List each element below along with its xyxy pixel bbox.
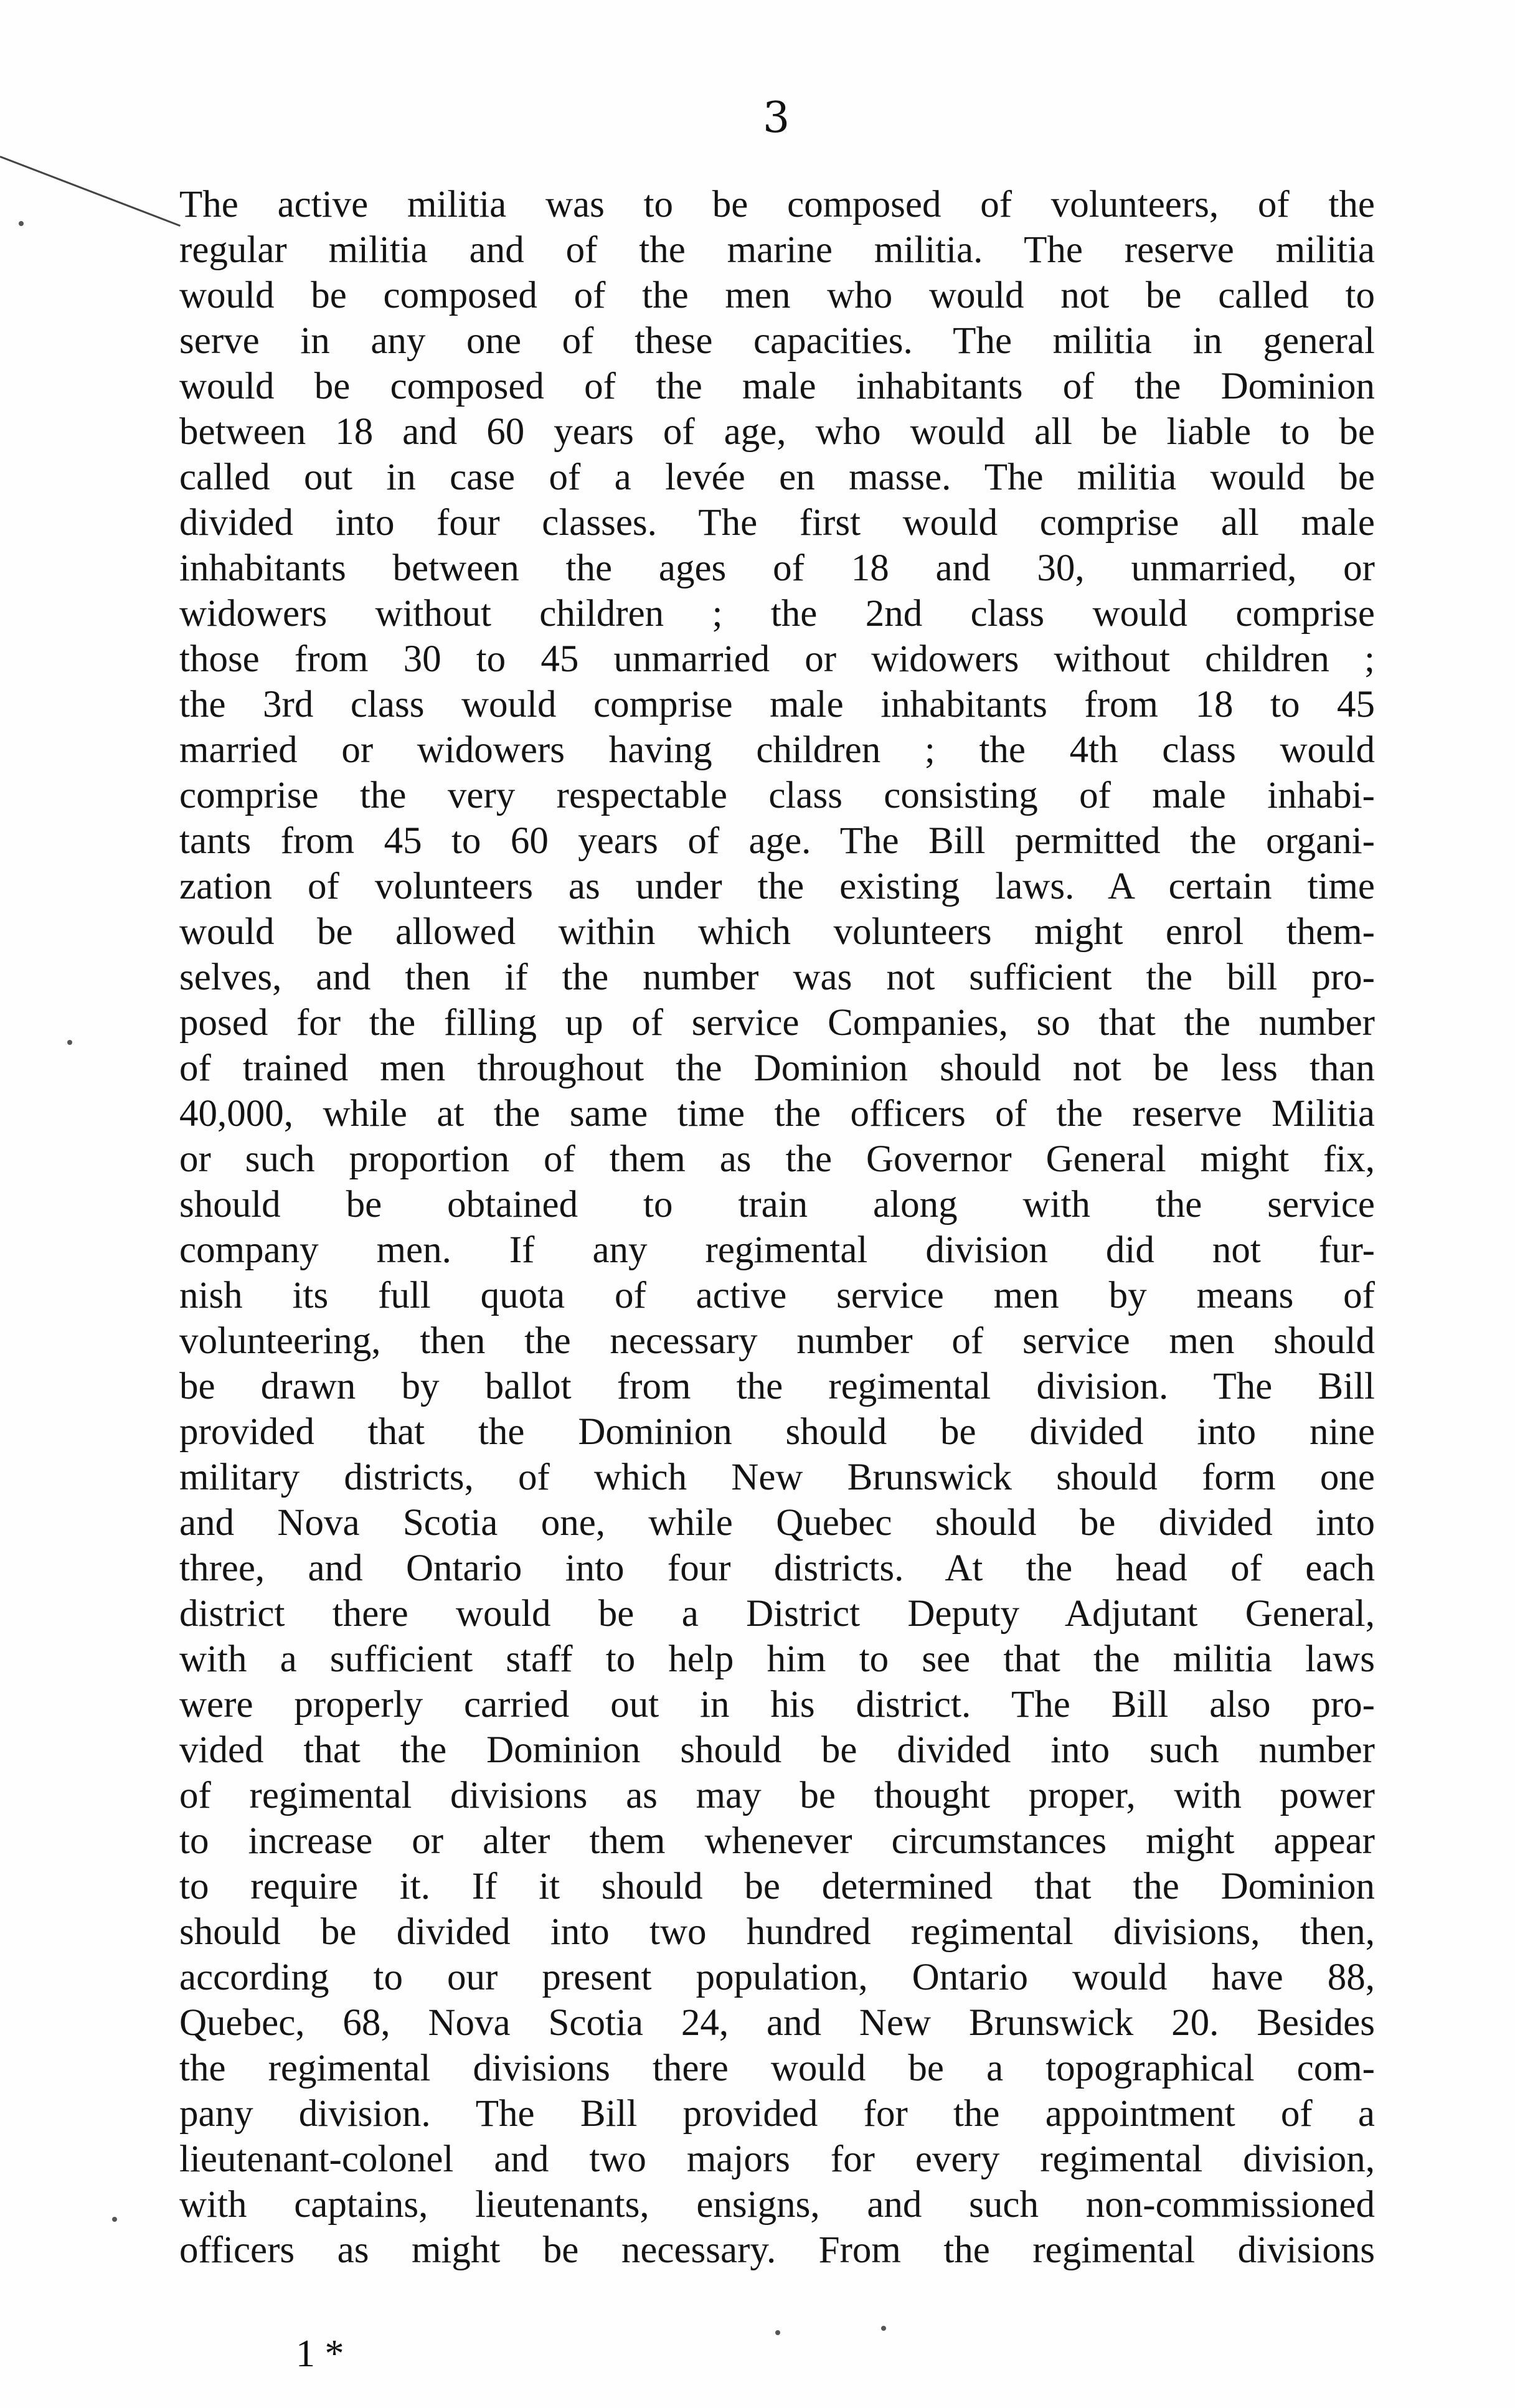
- text-line: would be composed of the men who would not be called to: [179, 275, 1375, 316]
- text-line: inhabitants between the ages of 18 and 30, unmarried, or: [179, 547, 1375, 589]
- text-line: serve in any one of these capacities. The militia in general: [179, 320, 1375, 362]
- text-line: comprise the very respectable class consisting of male inhabi-: [179, 775, 1375, 816]
- text-line: and Nova Scotia one, while Quebec should be divided into: [179, 1502, 1375, 1544]
- scan-dot: [19, 221, 24, 226]
- body-text: [179, 182, 1375, 2273]
- text-line: called out in case of a levée en masse. The militia would be: [179, 456, 1375, 498]
- page-number: 3: [763, 93, 790, 143]
- text-line: of regimental divisions as may be thought proper, with power: [179, 1775, 1375, 1816]
- text-line: posed for the filling up of service Companies, so that the number: [179, 1002, 1375, 1044]
- text-line: should be obtained to train along with the service: [179, 1184, 1375, 1225]
- text-line: according to our present population, Ontario would have 88,: [179, 1957, 1375, 1998]
- scan-line-mark: [0, 156, 181, 227]
- text-line: with captains, lieutenants, ensigns, and such non-commissioned: [179, 2184, 1375, 2226]
- text-line: district there would be a District Deputy Adjutant General,: [179, 1593, 1375, 1635]
- scan-dot: [112, 2217, 117, 2222]
- text-line: Quebec, 68, Nova Scotia 24, and New Brunswick 20. Besides: [179, 2002, 1375, 2044]
- text-line: tants from 45 to 60 years of age. The Bill permitted the organi-: [179, 820, 1375, 862]
- text-line: those from 30 to 45 unmarried or widowers without children ;: [179, 638, 1375, 680]
- text-line: the regimental divisions there would be a topographical com-: [179, 2047, 1375, 2089]
- text-line: divided into four classes. The first would comprise all male: [179, 502, 1375, 544]
- text-line: lieutenant-colonel and two majors for every regimental division,: [179, 2138, 1375, 2180]
- text-line: the 3rd class would comprise male inhabitants from 18 to 45: [179, 684, 1375, 725]
- text-line: to require it. If it should be determined that the Dominion: [179, 1866, 1375, 1907]
- text-line: be drawn by ballot from the regimental division. The Bill: [179, 1366, 1375, 1407]
- text-line: company men. If any regimental division did not fur-: [179, 1229, 1375, 1271]
- text-line: would be composed of the male inhabitants of the Dominion: [179, 366, 1375, 407]
- text-line: regular militia and of the marine militia. The reserve militia: [179, 229, 1375, 271]
- text-line: widowers without children ; the 2nd class would comprise: [179, 593, 1375, 635]
- text-line: or such proportion of them as the Governor General might fix,: [179, 1138, 1375, 1180]
- text-line: to increase or alter them whenever circumstances might appear: [179, 1820, 1375, 1862]
- text-line: married or widowers having children ; the 4th class would: [179, 729, 1375, 771]
- scan-dot: [775, 2330, 780, 2335]
- text-line: should be divided into two hundred regimental divisions, then,: [179, 1911, 1375, 1953]
- text-line: nish its full quota of active service men by means of: [179, 1275, 1375, 1316]
- text-line: The active militia was to be composed of volunteers, of the: [179, 184, 1375, 225]
- text-line: selves, and then if the number was not sufficient the bill pro-: [179, 956, 1375, 998]
- text-line: provided that the Dominion should be divided into nine: [179, 1411, 1375, 1453]
- text-line: vided that the Dominion should be divided into such number: [179, 1729, 1375, 1771]
- signature-mark: 1 *: [296, 2333, 344, 2375]
- text-line: between 18 and 60 years of age, who would all be liable to be: [179, 411, 1375, 453]
- scan-dot: [67, 1040, 72, 1045]
- text-line: would be allowed within which volunteers might enrol them-: [179, 911, 1375, 953]
- text-line: 40,000, while at the same time the officers of the reserve Militia: [179, 1093, 1375, 1135]
- text-line: were properly carried out in his district. The Bill also pro-: [179, 1684, 1375, 1726]
- text-line: with a sufficient staff to help him to see that the militia laws: [179, 1638, 1375, 1680]
- text-line: three, and Ontario into four districts. At the head of each: [179, 1547, 1375, 1589]
- text-line: volunteering, then the necessary number of service men should: [179, 1320, 1375, 1362]
- text-line: officers as might be necessary. From the regimental divisions: [179, 2229, 1375, 2271]
- text-line: pany division. The Bill provided for the appointment of a: [179, 2093, 1375, 2135]
- text-line: military districts, of which New Brunswick should form one: [179, 1457, 1375, 1498]
- scan-dot: [881, 2326, 886, 2331]
- text-line: zation of volunteers as under the existing laws. A certain time: [179, 866, 1375, 907]
- text-line: of trained men throughout the Dominion should not be less than: [179, 1047, 1375, 1089]
